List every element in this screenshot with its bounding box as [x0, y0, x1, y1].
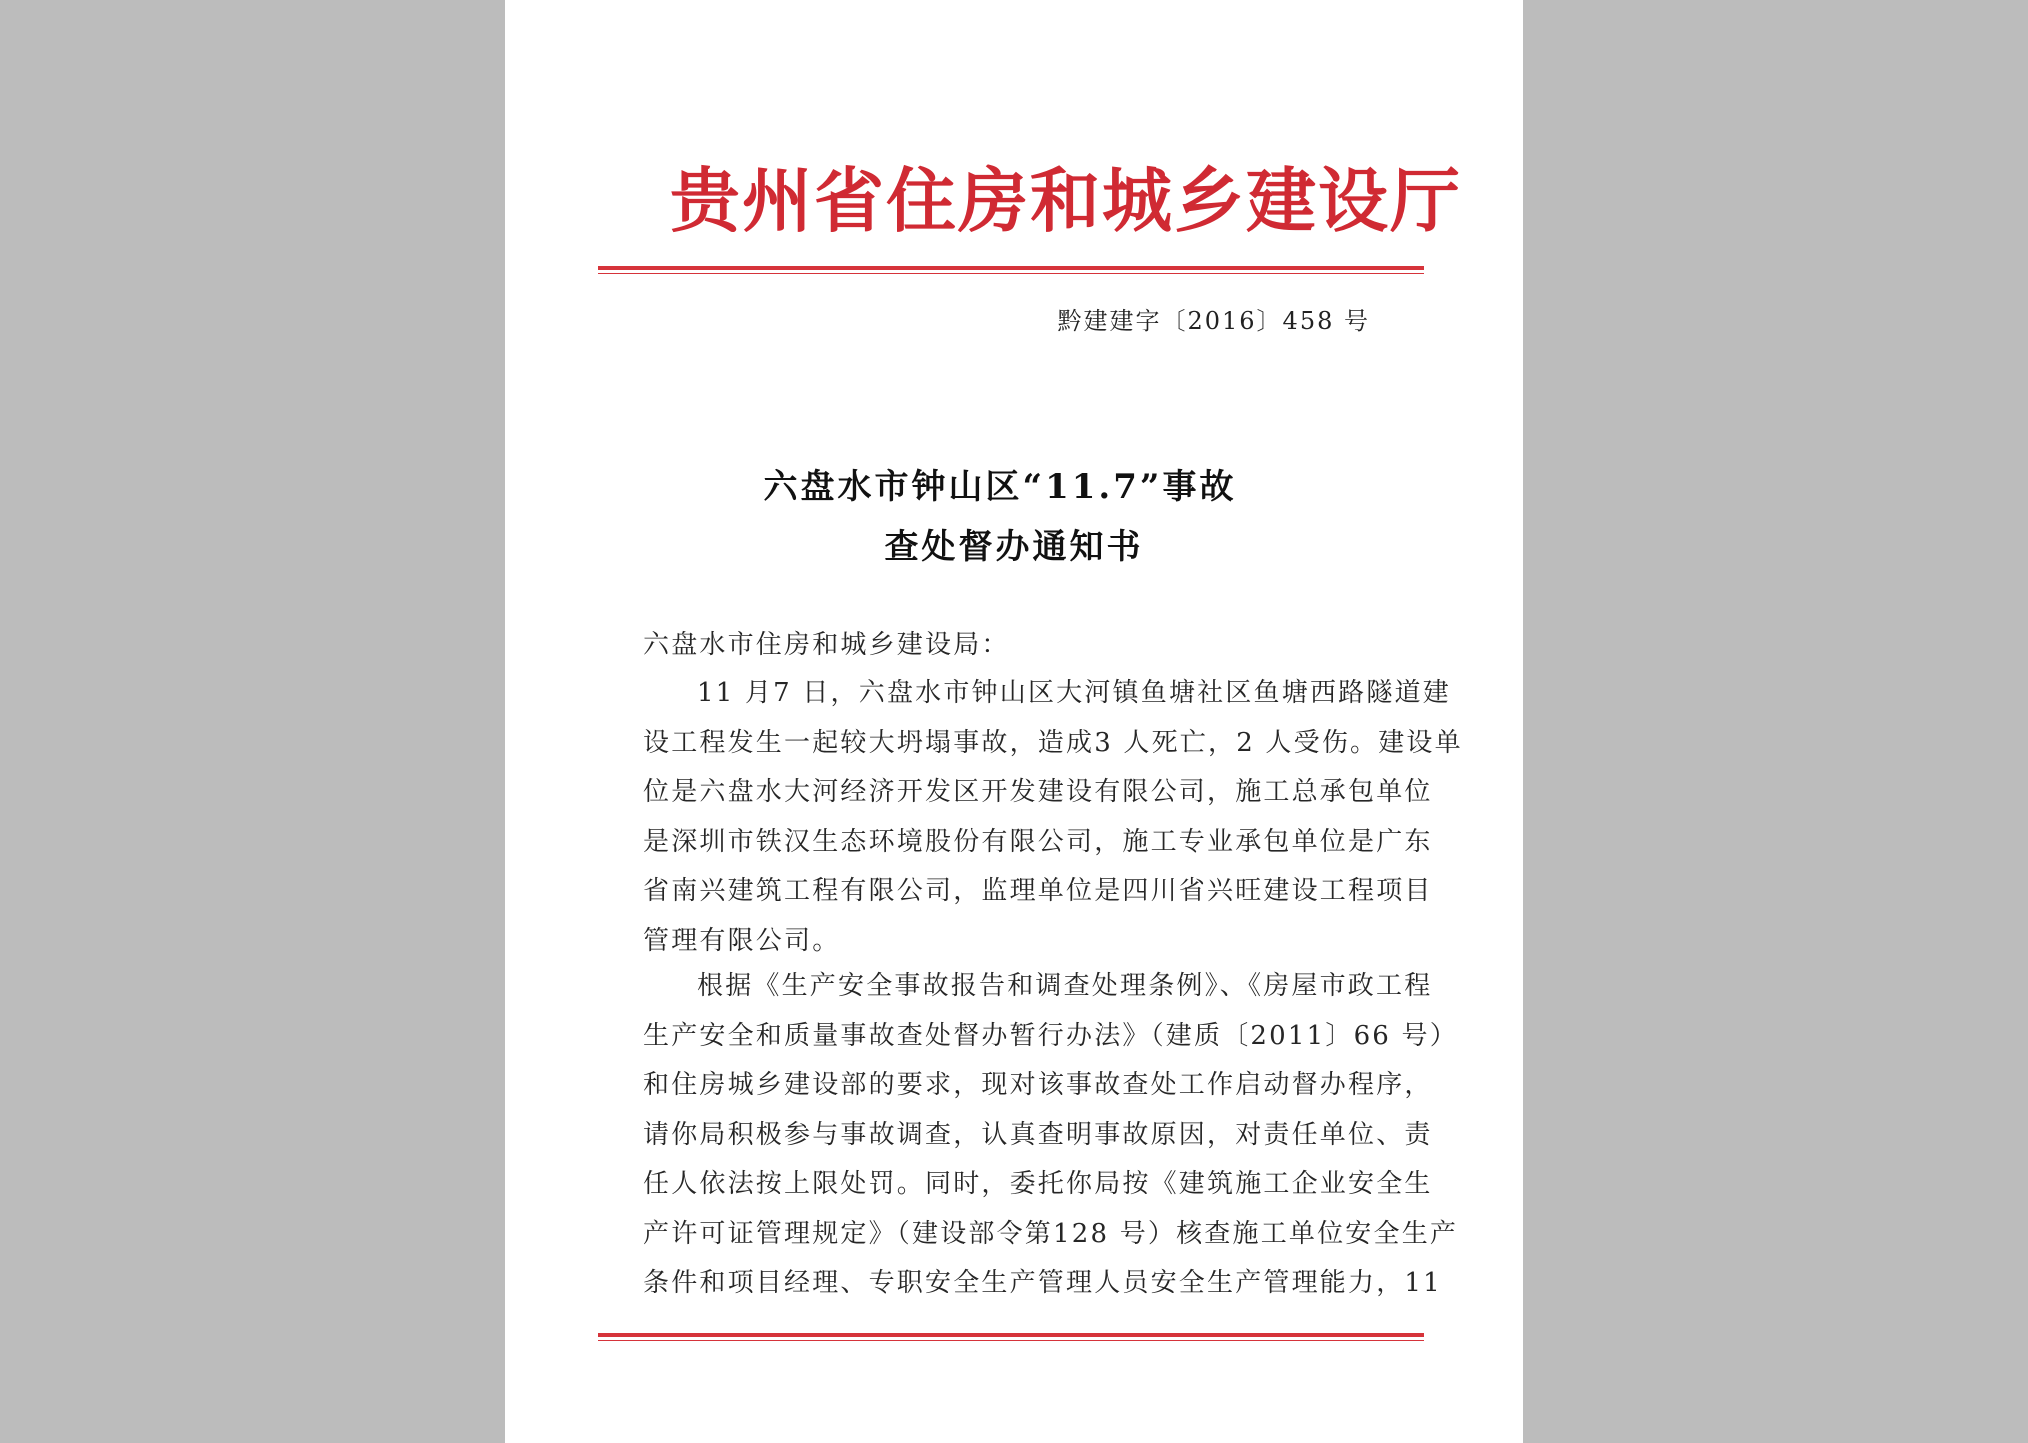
footer-red-rule — [598, 1333, 1424, 1341]
paragraph-line: 11 月7 日，六盘水市钟山区大河镇鱼塘社区鱼塘西路隧道建 — [697, 678, 1451, 708]
paragraph-line: 根据《生产安全事故报告和调查处理条例》、《房屋市政工程 — [697, 971, 1433, 1001]
thin-red-line — [598, 273, 1424, 274]
thin-red-line — [598, 1340, 1424, 1341]
body-paragraph-1 — [643, 669, 1463, 966]
paragraph-line: 设工程发生一起较大坍塌事故，造成3 人死亡，2 人受伤。建设单 — [643, 727, 1463, 758]
paragraph-line: 位是六盘水大河经济开发区开发建设有限公司，施工总承包单位 — [643, 777, 1433, 807]
issuing-organization-header: 贵州省住房和城乡建设厅 — [670, 160, 1462, 242]
document-page — [505, 0, 1523, 1443]
document-title-line-1: 六盘水市钟山区“11.7”事故 — [763, 467, 1237, 507]
paragraph-line: 和住房城乡建设部的要求，现对该事故查处工作启动督办程序， — [643, 1070, 1433, 1100]
document-title-line-2: 查处督办通知书 — [884, 527, 1144, 567]
thick-red-line — [598, 1333, 1424, 1337]
addressee: 六盘水市住房和城乡建设局： — [643, 630, 1010, 660]
paragraph-line: 产许可证管理规定》（建设部令第128 号）核查施工单位安全生产 — [643, 1218, 1459, 1249]
document-number: 黔建建字〔2016〕458 号 — [1057, 307, 1370, 335]
paragraph-line: 是深圳市铁汉生态环境股份有限公司，施工专业承包单位是广东 — [643, 826, 1433, 857]
paragraph-line: 省南兴建筑工程有限公司，监理单位是四川省兴旺建设工程项目 — [643, 876, 1433, 906]
paragraph-line: 管理有限公司。 — [643, 925, 841, 956]
thick-red-line — [598, 266, 1424, 270]
paragraph-line: 生产安全和质量事故查处督办暂行办法》（建质〔2011〕66 号） — [643, 1020, 1458, 1051]
paragraph-line: 任人依法按上限处罚。同时，委托你局按《建筑施工企业安全生 — [643, 1169, 1433, 1199]
body-paragraph-2 — [643, 962, 1459, 1309]
paragraph-line: 条件和项目经理、专职安全生产管理人员安全生产管理能力，11 — [643, 1268, 1442, 1298]
paragraph-line: 请你局积极参与事故调查，认真查明事故原因，对责任单位、责 — [643, 1119, 1433, 1150]
header-red-rule — [598, 266, 1424, 274]
